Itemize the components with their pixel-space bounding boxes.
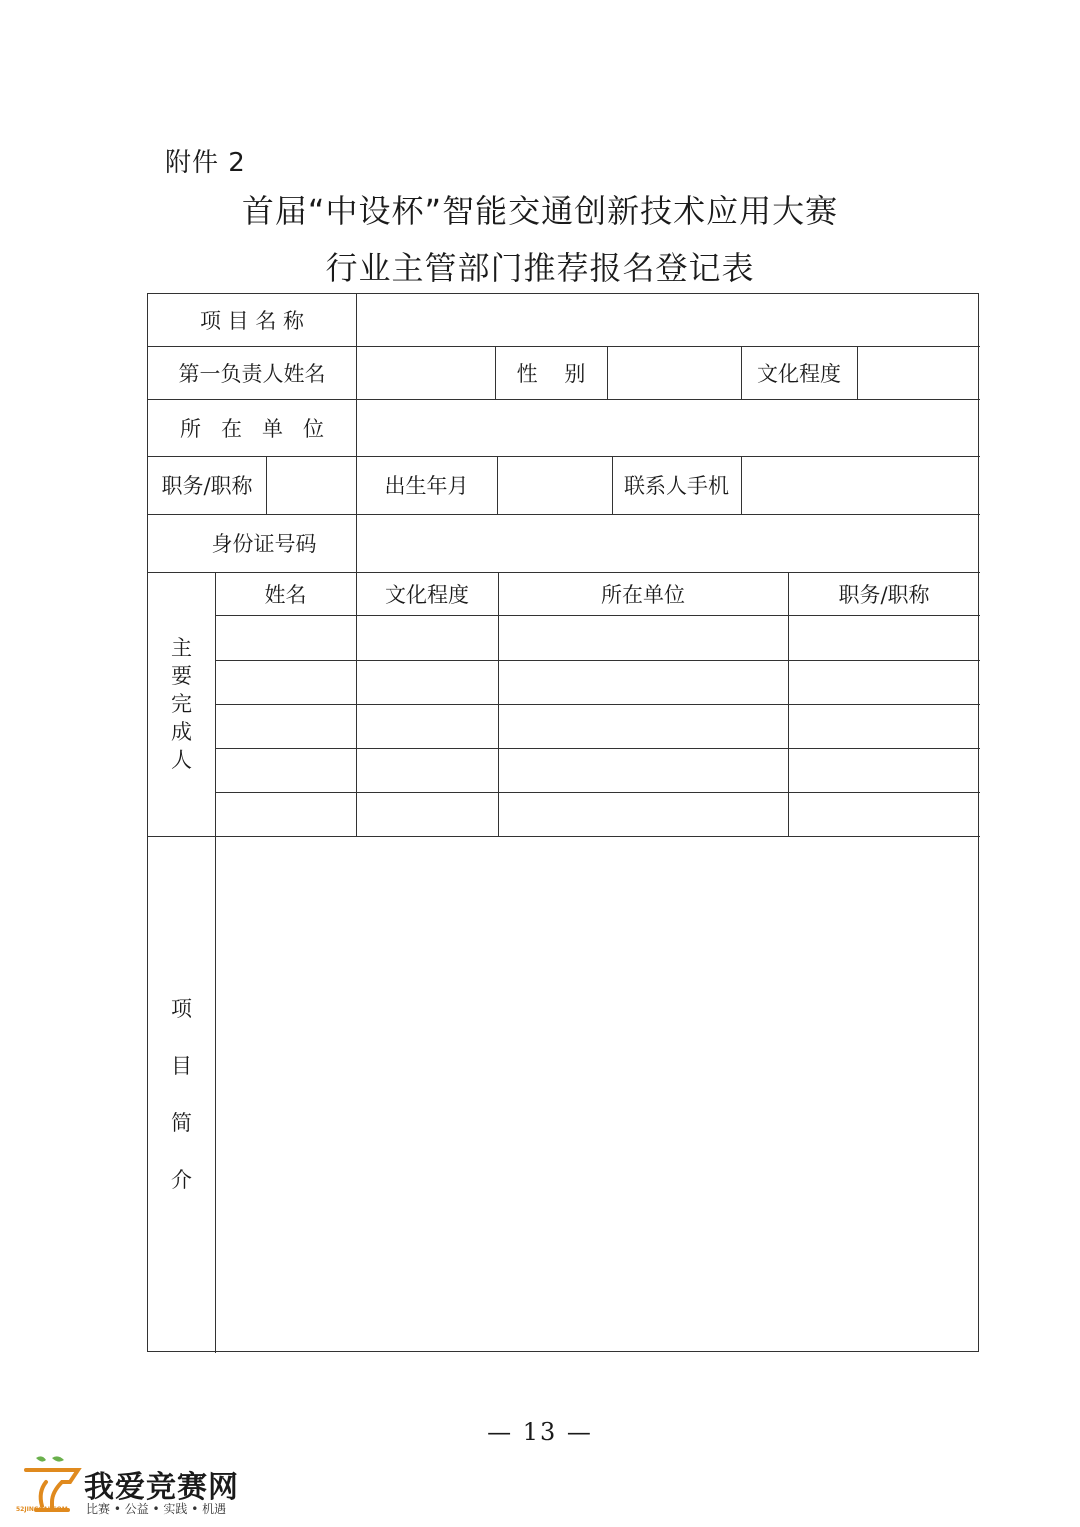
members-label-char: 人 (171, 748, 192, 772)
members-label-char: 主 (171, 636, 192, 660)
education-label: 文化程度 (757, 361, 841, 386)
project-name-label: 项 目 名 称 (199, 309, 305, 333)
intro-label-char: 简 (171, 1110, 192, 1135)
project-intro-field[interactable] (216, 837, 979, 1352)
education-field[interactable] (858, 346, 979, 399)
intro-label-char: 介 (171, 1167, 192, 1192)
intro-label-char: 项 (171, 996, 192, 1021)
intro-label-char: 目 (171, 1053, 192, 1078)
logo-tagline: 比赛 • 公益 • 实践 • 机遇 (86, 1502, 227, 1516)
birth-field[interactable] (498, 456, 612, 514)
contact-phone-field[interactable] (742, 456, 979, 514)
members-label-char: 完 (171, 692, 192, 716)
members-label-char: 要 (171, 664, 192, 688)
members-row-divider (215, 704, 980, 705)
page-number: — 13 — (487, 1418, 593, 1446)
id-number-label: 身份证号码 (211, 532, 317, 556)
members-row-divider (215, 792, 980, 793)
attachment-label: 附件 2 (165, 148, 246, 178)
birth-label: 出生年月 (384, 474, 469, 498)
logo-name: 我爱竞赛网 (84, 1470, 239, 1505)
project-name-field[interactable] (357, 294, 979, 346)
form-title-line-1: 首届“中设杯”智能交通创新技术应用大赛 (241, 192, 839, 230)
position-field[interactable] (267, 456, 356, 514)
intro-section-label (148, 836, 215, 1353)
gender-field[interactable] (608, 346, 741, 399)
id-number-field[interactable] (357, 514, 979, 572)
member-col-education: 文化程度 (385, 582, 469, 607)
member-col-position: 职务/职称 (838, 582, 930, 607)
unit-field[interactable] (357, 399, 979, 456)
member-col-name: 姓名 (264, 582, 307, 607)
members-label-char: 成 (171, 720, 192, 744)
contact-phone-label: 联系人手机 (624, 474, 729, 498)
members-row-divider (215, 660, 980, 661)
registration-form-table (147, 293, 979, 1352)
form-title-line-2: 行业主管部门推荐报名登记表 (325, 249, 755, 287)
unit-label: 所 在 单 位 (179, 416, 325, 441)
position-label: 职务/职称 (161, 474, 253, 498)
members-header-divider (215, 615, 980, 616)
gender-label: 性 别 (516, 361, 586, 386)
leader-name-field[interactable] (357, 346, 495, 399)
members-row-divider (215, 748, 980, 749)
members-section-label (148, 572, 215, 836)
logo-domain: 52JINGSAI.COM (16, 1506, 68, 1513)
leader-name-label: 第一负责人姓名 (178, 361, 326, 386)
member-col-unit: 所在单位 (601, 582, 685, 607)
